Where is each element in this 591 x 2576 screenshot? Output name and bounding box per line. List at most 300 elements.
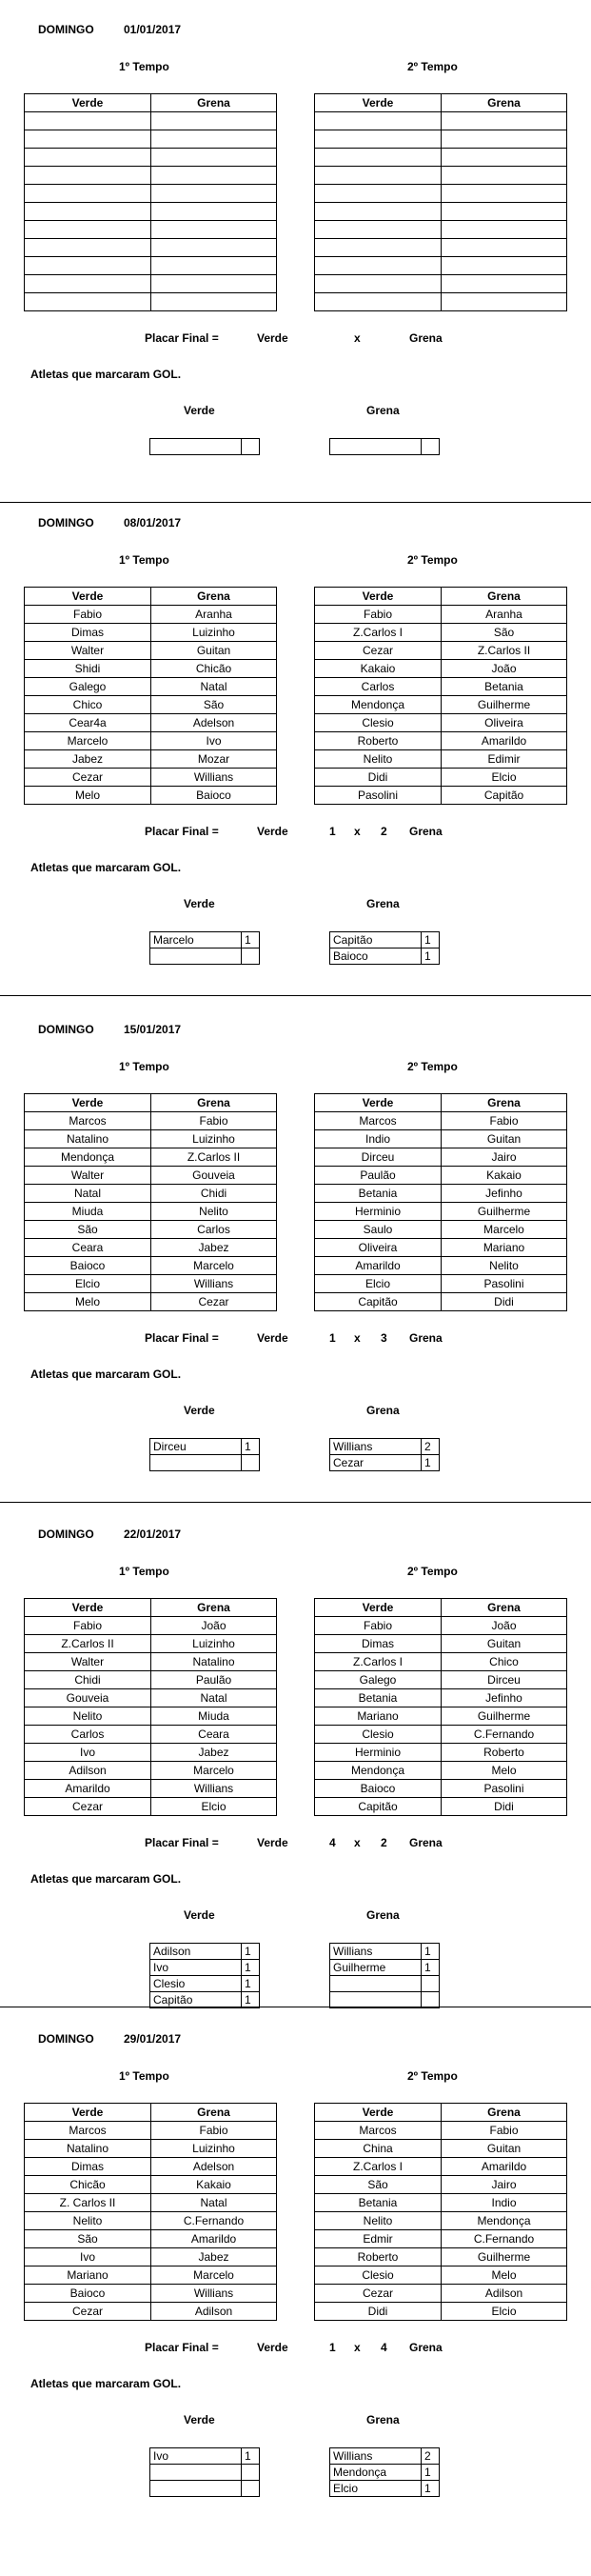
table-row [25,769,277,787]
first-half-label: 1º Tempo [119,1565,169,1578]
table-row [25,660,277,678]
scorer-row [150,932,260,949]
table-row [315,1762,567,1780]
final-score-grena-value: 2 [381,1836,387,1849]
scorer-name-cell: Cezar [330,1455,422,1471]
verde-player-cell: Walter [25,1653,151,1671]
verde-player-cell [315,293,442,311]
table-row [25,1726,277,1744]
verde-player-cell: Ceara [25,1239,151,1257]
verde-player-cell [25,149,151,167]
scorer-goals-cell: 1 [242,1960,260,1976]
table-header-row [315,1599,567,1617]
table-row [25,1671,277,1689]
grena-player-cell: Jabez [151,2248,277,2266]
verde-column-header: Verde [315,1094,442,1112]
grena-player-cell: Adilson [442,2285,567,2303]
table-row [25,1744,277,1762]
grena-player-cell: João [151,1617,277,1635]
final-score-label: Placar Final = [145,825,219,838]
scorer-name-cell: Dirceu [150,1439,242,1455]
table-row [25,239,277,257]
grena-player-cell: Natalino [151,1653,277,1671]
scorer-name-cell: Adilson [150,1944,242,1960]
grena-player-cell: Kakaio [442,1167,567,1185]
verde-player-cell: Elcio [25,1275,151,1293]
verde-scorers-table [149,1943,260,2008]
grena-player-cell: Fabio [151,2122,277,2140]
scorer-row [330,1439,440,1455]
verde-player-cell: Dimas [315,1635,442,1653]
table-row [25,167,277,185]
verde-player-cell: Marcos [315,2122,442,2140]
table-row [25,2158,277,2176]
grena-player-cell: Ceara [151,1726,277,1744]
grena-column-header: Grena [442,1094,567,1112]
table-row [25,2303,277,2321]
scorer-name-cell: Willians [330,2448,422,2465]
grena-player-cell: Adelson [151,2158,277,2176]
verde-player-cell: Natalino [25,2140,151,2158]
table-row [315,2248,567,2266]
scorer-name-cell: Guilherme [330,1960,422,1976]
scorer-row [150,1960,260,1976]
verde-player-cell: Marcos [25,1112,151,1130]
scorer-name-cell: Marcelo [150,932,242,949]
final-score-grena-value: 2 [381,825,387,838]
scorers-grena-label: Grena [366,404,400,417]
game-section [0,2009,591,2512]
final-score-verde-label: Verde [257,825,288,838]
grena-player-cell [151,239,277,257]
table-header-row [25,1094,277,1112]
scorer-goals-cell: 1 [422,1960,440,1976]
scorer-name-cell: Capitão [150,1992,242,2008]
verde-player-cell: Amarildo [25,1780,151,1798]
verde-scorers-table [149,2447,260,2497]
grena-player-cell: Natal [151,1689,277,1707]
scorer-row [150,1992,260,2008]
table-row [315,2266,567,2285]
game-date: 01/01/2017 [124,23,182,36]
game-day-title: DOMINGO [38,23,94,36]
t1-lineup-table [24,587,277,805]
table-row [315,606,567,624]
grena-player-cell [151,203,277,221]
table-row [315,149,567,167]
scorers-verde-label: Verde [184,897,215,910]
verde-player-cell: Clesio [315,714,442,732]
table-row [315,1617,567,1635]
second-half-label: 2º Tempo [407,553,458,567]
grena-player-cell: Nelito [442,1257,567,1275]
verde-player-cell: Z.Carlos II [25,1635,151,1653]
scorer-goals-cell: 1 [242,2448,260,2465]
scorer-row [330,1992,440,2008]
verde-player-cell [25,112,151,130]
scorer-name-cell: Clesio [150,1976,242,1992]
table-row [315,239,567,257]
grena-scorers-table [329,1438,440,1471]
grena-player-cell: Jabez [151,1744,277,1762]
table-row [25,2194,277,2212]
table-row [315,2140,567,2158]
verde-player-cell: São [25,2230,151,2248]
scorer-name-cell [330,1976,422,1992]
verde-player-cell: Miuda [25,1203,151,1221]
verde-player-cell [25,257,151,275]
table-row [25,678,277,696]
grena-player-cell: Paulão [151,1671,277,1689]
table-row [315,130,567,149]
grena-player-cell [442,257,567,275]
verde-player-cell: Cezar [315,2285,442,2303]
verde-player-cell: Ivo [25,2248,151,2266]
grena-player-cell: Jairo [442,2176,567,2194]
game-date: 22/01/2017 [124,1528,182,1541]
verde-player-cell: Herminio [315,1744,442,1762]
grena-player-cell: Dirceu [442,1671,567,1689]
verde-player-cell: Indio [315,1130,442,1148]
second-half-label: 2º Tempo [407,1060,458,1073]
verde-player-cell [315,221,442,239]
scorer-row [150,949,260,965]
verde-player-cell [315,167,442,185]
second-half-label: 2º Tempo [407,2069,458,2083]
t2-lineup-table [314,1598,567,1816]
grena-player-cell [151,275,277,293]
grena-player-cell: C.Fernando [442,1726,567,1744]
verde-player-cell: Amarildo [315,1257,442,1275]
grena-player-cell: Marcelo [151,2266,277,2285]
table-row [25,1780,277,1798]
game-date: 15/01/2017 [124,1023,182,1036]
verde-player-cell: Edmir [315,2230,442,2248]
grena-player-cell: Z.Carlos II [442,642,567,660]
table-row [315,1239,567,1257]
grena-player-cell [442,221,567,239]
final-score-label: Placar Final = [145,331,219,345]
grena-player-cell: Melo [442,2266,567,2285]
table-header-row [315,2104,567,2122]
grena-player-cell [442,130,567,149]
grena-player-cell: Chicão [151,660,277,678]
table-row [315,660,567,678]
verde-player-cell: Capitão [315,1798,442,1816]
grena-player-cell: Luizinho [151,2140,277,2158]
verde-column-header: Verde [25,1094,151,1112]
scorer-row [330,2481,440,2497]
grena-column-header: Grena [151,2104,277,2122]
grena-player-cell: Guitan [151,642,277,660]
grena-player-cell: Marcelo [151,1762,277,1780]
scorer-row [150,1976,260,1992]
grena-player-cell: Oliveira [442,714,567,732]
scorers-grena-label: Grena [366,897,400,910]
scorers-verde-label: Verde [184,404,215,417]
table-row [25,2212,277,2230]
verde-column-header: Verde [25,2104,151,2122]
verde-column-header: Verde [315,1599,442,1617]
table-row [315,167,567,185]
second-half-label: 2º Tempo [407,60,458,73]
goal-scorers-heading: Atletas que marcaram GOL. [30,861,182,874]
verde-player-cell: Saulo [315,1221,442,1239]
table-row [25,732,277,750]
grena-player-cell: Amarildo [442,2158,567,2176]
table-row [315,1707,567,1726]
scorer-name-cell [330,1992,422,2008]
verde-player-cell: Betania [315,1185,442,1203]
scorer-goals-cell: 2 [422,2448,440,2465]
table-row [25,1239,277,1257]
table-row [25,1112,277,1130]
verde-player-cell [25,203,151,221]
table-row [315,1112,567,1130]
final-score-label: Placar Final = [145,1836,219,1849]
first-half-label: 1º Tempo [119,553,169,567]
final-score-grena-value: 4 [381,2341,387,2354]
grena-player-cell: Amarildo [442,732,567,750]
grena-column-header: Grena [151,588,277,606]
final-score-verde-value: 1 [329,825,336,838]
grena-column-header: Grena [151,1599,277,1617]
grena-player-cell: São [151,696,277,714]
final-score-separator: x [354,2341,361,2354]
scorer-row [330,439,440,455]
scorer-row [150,439,260,455]
verde-player-cell: Natal [25,1185,151,1203]
verde-player-cell: São [315,2176,442,2194]
game-section [0,1505,591,2007]
verde-player-cell: Z.Carlos I [315,1653,442,1671]
grena-player-cell [151,293,277,311]
table-row [25,1130,277,1148]
grena-player-cell [442,149,567,167]
verde-player-cell [25,239,151,257]
verde-player-cell: Marcos [25,2122,151,2140]
scorer-row [330,2448,440,2465]
table-header-row [315,1094,567,1112]
table-header-row [25,94,277,112]
grena-player-cell: Willians [151,1275,277,1293]
grena-player-cell: Capitão [442,787,567,805]
verde-player-cell: Mariano [315,1707,442,1726]
grena-column-header: Grena [442,94,567,112]
verde-player-cell: Dimas [25,624,151,642]
table-row [315,1275,567,1293]
grena-player-cell [151,130,277,149]
grena-player-cell: Edimir [442,750,567,769]
table-row [315,2303,567,2321]
final-score-grena-label: Grena [409,825,443,838]
grena-player-cell: Willians [151,2285,277,2303]
verde-player-cell: Melo [25,787,151,805]
table-row [25,696,277,714]
table-header-row [25,1599,277,1617]
grena-player-cell: Adelson [151,714,277,732]
table-row [25,2122,277,2140]
t2-lineup-table [314,587,567,805]
verde-player-cell [315,185,442,203]
verde-player-cell: Paulão [315,1167,442,1185]
grena-player-cell: Guitan [442,2140,567,2158]
grena-player-cell: Aranha [442,606,567,624]
grena-player-cell: Jabez [151,1239,277,1257]
verde-player-cell: Shidi [25,660,151,678]
table-row [25,275,277,293]
table-row [25,1148,277,1167]
scorer-row [330,932,440,949]
grena-scorers-table [329,2447,440,2497]
grena-scorers-table [329,1943,440,2008]
table-row [315,1167,567,1185]
table-row [25,130,277,149]
scorer-row [150,1439,260,1455]
verde-scorers-table [149,438,260,455]
first-half-label: 1º Tempo [119,1060,169,1073]
verde-player-cell: Cezar [25,1798,151,1816]
game-day-title: DOMINGO [38,1528,94,1541]
scorer-goals-cell: 1 [242,1439,260,1455]
final-score-verde-value: 1 [329,2341,336,2354]
grena-player-cell: Ivo [151,732,277,750]
grena-player-cell: Baioco [151,787,277,805]
verde-player-cell: Fabio [25,1617,151,1635]
t2-lineup-table [314,1093,567,1311]
verde-player-cell: China [315,2140,442,2158]
verde-player-cell: Cezar [25,769,151,787]
scorers-grena-label: Grena [366,1404,400,1417]
grena-player-cell: Marcelo [442,1221,567,1239]
grena-column-header: Grena [151,1094,277,1112]
table-row [315,1635,567,1653]
goal-scorers-heading: Atletas que marcaram GOL. [30,1872,182,1886]
scorer-row [330,949,440,965]
table-row [25,1293,277,1311]
table-row [315,293,567,311]
verde-player-cell: Capitão [315,1293,442,1311]
table-row [25,2176,277,2194]
grena-player-cell: Pasolini [442,1780,567,1798]
scorer-row [150,1944,260,1960]
scorer-name-cell [150,439,242,455]
final-score-separator: x [354,1331,361,1345]
goal-scorers-heading: Atletas que marcaram GOL. [30,2377,182,2390]
table-row [315,1780,567,1798]
game-day-title: DOMINGO [38,516,94,529]
table-row [25,1635,277,1653]
scorer-goals-cell: 1 [422,949,440,965]
verde-player-cell: Natalino [25,1130,151,1148]
scorer-goals-cell: 1 [422,1944,440,1960]
verde-player-cell: Baioco [25,2285,151,2303]
scorer-row [150,1455,260,1471]
table-row [315,1726,567,1744]
verde-player-cell: Fabio [315,606,442,624]
final-score-separator: x [354,825,361,838]
grena-player-cell: Natal [151,2194,277,2212]
grena-player-cell: Amarildo [151,2230,277,2248]
final-score-verde-label: Verde [257,1331,288,1345]
table-header-row [25,2104,277,2122]
verde-player-cell: Chico [25,696,151,714]
verde-player-cell [25,167,151,185]
verde-scorers-table [149,1438,260,1471]
scorer-goals-cell: 1 [422,2465,440,2481]
grena-player-cell: Luizinho [151,624,277,642]
grena-player-cell: Chico [442,1653,567,1671]
table-row [315,2285,567,2303]
grena-player-cell: Z.Carlos II [151,1148,277,1167]
grena-player-cell [442,167,567,185]
verde-player-cell: Z. Carlos II [25,2194,151,2212]
grena-player-cell: João [442,1617,567,1635]
verde-player-cell [25,185,151,203]
verde-player-cell: São [25,1221,151,1239]
verde-player-cell: Gouveia [25,1689,151,1707]
grena-player-cell: Melo [442,1762,567,1780]
table-row [25,1689,277,1707]
final-score-grena-label: Grena [409,1836,443,1849]
grena-player-cell: Elcio [442,769,567,787]
verde-column-header: Verde [315,94,442,112]
scorer-name-cell: Willians [330,1439,422,1455]
table-row [25,750,277,769]
grena-player-cell [151,167,277,185]
scorer-name-cell [150,1455,242,1471]
scorer-goals-cell [242,2465,260,2481]
verde-player-cell: Kakaio [315,660,442,678]
verde-player-cell [315,239,442,257]
goal-scorers-heading: Atletas que marcaram GOL. [30,368,182,381]
verde-player-cell: Betania [315,1689,442,1707]
verde-player-cell: Roberto [315,2248,442,2266]
table-row [315,1689,567,1707]
grena-player-cell: Guilherme [442,2248,567,2266]
scorer-name-cell: Elcio [330,2481,422,2497]
grena-player-cell: Jefinho [442,1185,567,1203]
verde-player-cell: Walter [25,642,151,660]
verde-player-cell: Carlos [25,1726,151,1744]
grena-player-cell: Guilherme [442,1707,567,1726]
grena-player-cell: Willians [151,1780,277,1798]
grena-player-cell: Fabio [151,1112,277,1130]
scorers-grena-label: Grena [366,1908,400,1922]
table-row [25,149,277,167]
table-row [25,185,277,203]
scorer-name-cell: Ivo [150,1960,242,1976]
scorers-verde-label: Verde [184,1404,215,1417]
scorer-goals-cell: 2 [422,1439,440,1455]
final-score-verde-label: Verde [257,1836,288,1849]
table-row [25,112,277,130]
verde-player-cell: Didi [315,2303,442,2321]
scorer-row [150,2465,260,2481]
scorer-goals-cell: 1 [422,1455,440,1471]
final-score-separator: x [354,331,361,345]
table-row [315,714,567,732]
grena-player-cell: Jefinho [442,1689,567,1707]
verde-column-header: Verde [25,94,151,112]
table-row [315,696,567,714]
grena-player-cell: C.Fernando [442,2230,567,2248]
scorer-goals-cell: 1 [242,1992,260,2008]
grena-player-cell: Carlos [151,1221,277,1239]
scorer-name-cell: Ivo [150,2448,242,2465]
verde-scorers-table [149,931,260,965]
grena-player-cell: Didi [442,1798,567,1816]
